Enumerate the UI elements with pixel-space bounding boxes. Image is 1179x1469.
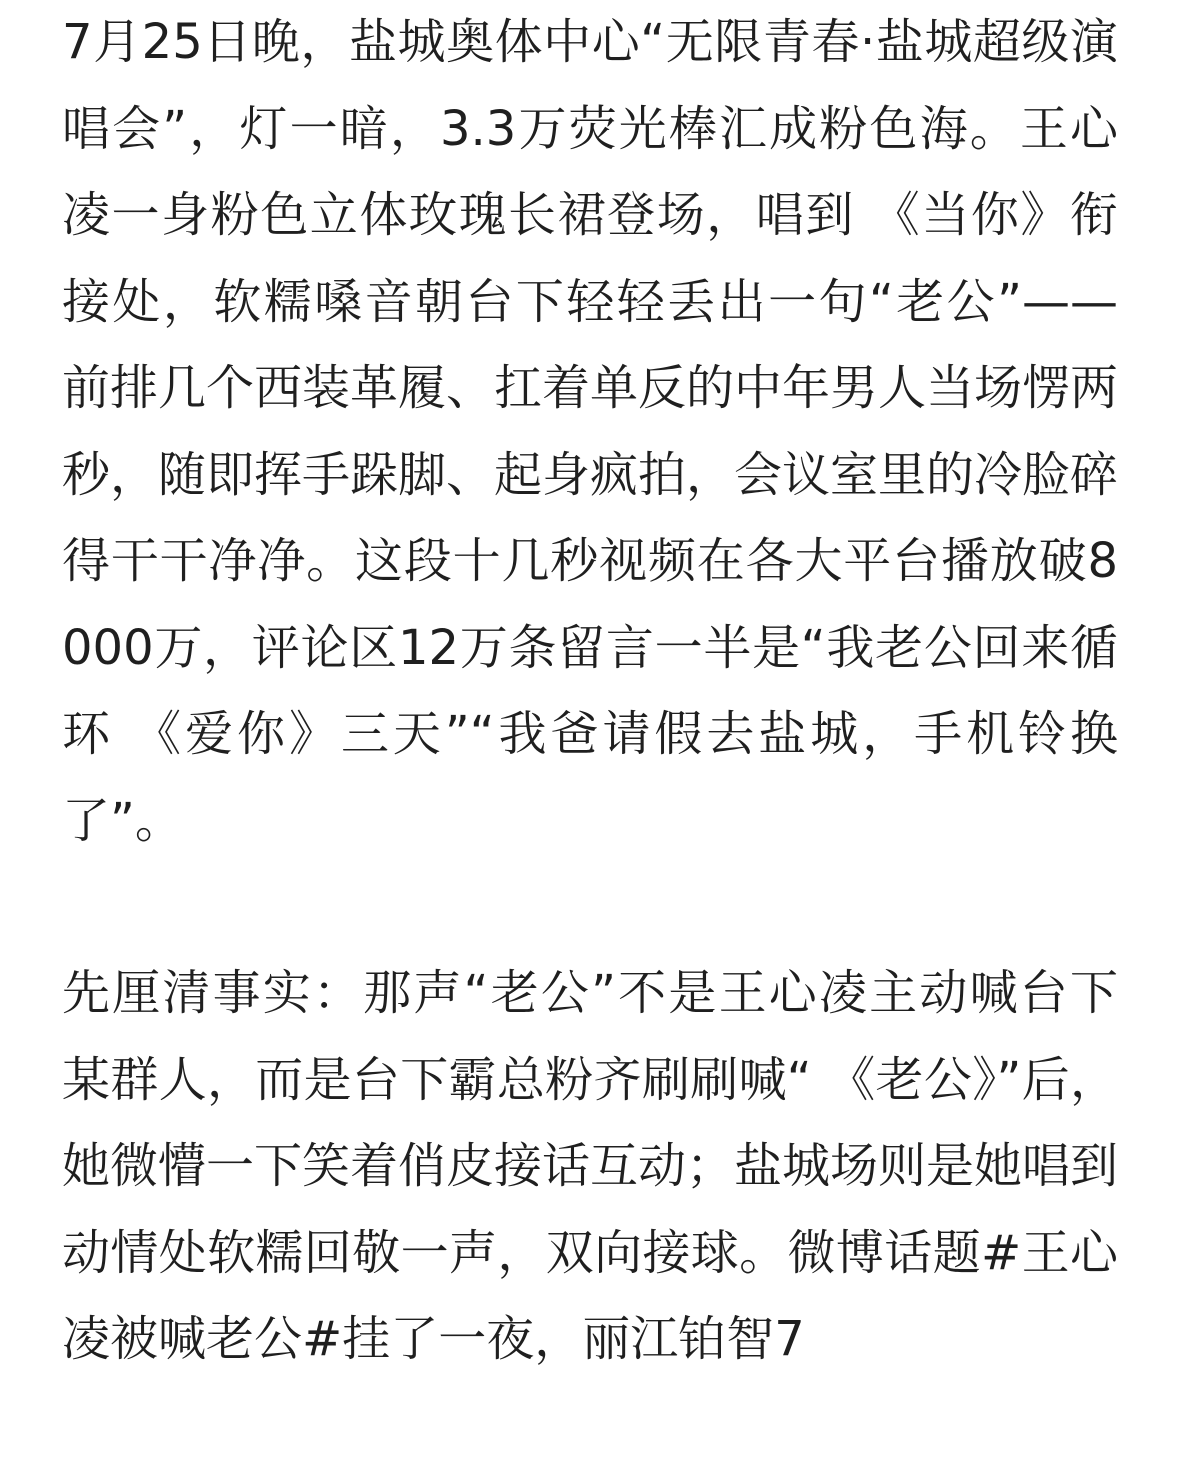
article-body xyxy=(62,0,1118,1469)
article-paragraph-2: 先厘清事实：那声“老公”不是王心凌主动喊台下某群人，而是台下霸总粉齐刷刷喊“ 《老公》”后，她微懵一下笑着俏皮接话互动；盐城场则是她唱到动情处软糯回敬一声，双向接球。微博话题#王心凌被喊老公#挂了一夜，丽江铂智7 xyxy=(62,965,1119,1367)
article-paragraph-1: 7月25日晚，盐城奥体中心“无限青春·盐城超级演唱会”，灯一暗，3.3万荧光棒汇成粉色海。王心凌一身粉色立体玫瑰长裙登场，唱到 《当你》衔接处，软糯嗓音朝台下轻轻丢出一句“老公”——前排几个西装革履、扛着单反的中年男人当场愣两秒，随即挥手跺脚、起身疯拍，会议室里的冷脸碎得干干净净。这段十几秒视频在各大平台播放破8000万，评论区12万条留言一半是“我老公回来循环 《爱你》三天”“我爸请假去盐城，手机铃换了”。 xyxy=(62,14,1119,849)
